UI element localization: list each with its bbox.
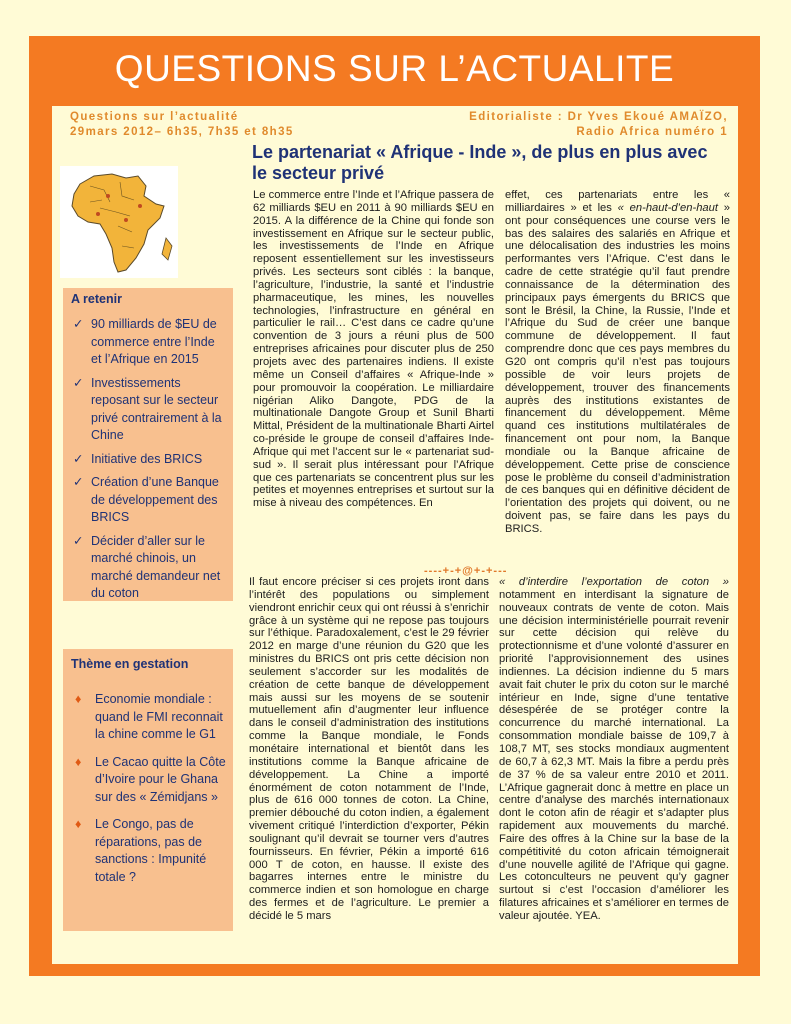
article-paragraph: effet, ces partenariats entre les « milliardaires » et les « en-haut-d’en-haut » ont pour conséquences une course vers le bas des salaires des salariés en Afrique et une délocalisation des industries les moins performantes vers l’Afrique. C’est dans le cadre de cette stratégie qu’il faut prendre connaissance de la détermination des principaux pays émergents du BRICS que sont le Brésil, la Chine, la Russie, l’Inde et l’Afrique du Sud de créer une banque commune de développement. Il faut comprendre donc que ces pays membres du G20 ont compris qu’il n’est pas toujours possible de voir leurs projets de développement, trouver des financements auprès des institutions existantes de financement du développement. Même quand ces institutions multilatérales de financement ont pour nom, la Banque mondiale ou la Banque africaine de développement. Cette prise de conscience pose le problème du conseil d’administration de ces banques qui en définitive décident de l’orientation des projets qui doivent, ou ne doivent pas, se faire dans les pays du BRICS. (505, 189, 730, 535)
article-headline: Le partenariat « Afrique - Inde », de plus en plus avec le secteur privé (252, 142, 708, 183)
retenir-box (63, 288, 233, 601)
article-column-1 (253, 189, 494, 510)
theme-box (63, 649, 233, 931)
series-label: Questions sur l’actualité (70, 111, 239, 123)
broadcast-date: 29mars 2012– 6h35, 7h35 et 8h35 (70, 126, 294, 138)
checkmark-icon: ✓ (73, 317, 84, 331)
article-column-3 (249, 576, 489, 923)
list-item: ✓ 90 milliards de $EU de commerce entre l’Inde et l’Afrique en 2015 (73, 317, 217, 366)
editorialist: Editorialiste : Dr Yves Ekoué AMAÏZO, (469, 111, 728, 123)
emphasis-text: « d’interdire l’exportation de coton » (499, 576, 729, 588)
checkmark-icon: ✓ (73, 451, 84, 466)
list-item: ✓ Décider d’aller sur le marché chinois, un marché demandeur net du coton (73, 533, 221, 600)
checkmark-icon: ✓ (73, 533, 84, 548)
article-column-4 (499, 576, 729, 923)
radio-station: Radio Africa numéro 1 (576, 126, 728, 138)
article-column-2 (505, 189, 730, 536)
meta-right (469, 110, 728, 140)
theme-list (71, 691, 227, 896)
africa-map-icon (60, 166, 178, 278)
diamond-bullet-icon: ♦ (75, 817, 82, 831)
article-paragraph: Le commerce entre l’Inde et l’Afrique passera de 62 milliards $EU en 2011 à 90 milliards $EU en 2015. A la différence de la Chine qui fonde son investissement en Afrique sur le secteur public, les investissements de l’Inde en Afrique reposent essentiellement sur les investisseurs privés. Les secteurs sont ciblés : la banque, l’agriculture, l’industrie, la santé et l’industrie pharmaceutique, les mines, les nouvelles technologies, l’infrastructure en général en particulier le rail… C’est dans ce cadre qu’une convention de 3 jours a réuni plus de 500 entreprises africaines pour discuter plus de 250 projets avec des partenaires indiens. Il existe même un Conseil d’affaires « Afrique-Inde » pour promouvoir la coopération. Le milliardaire nigérian Aliko Dangote, PDG de la multinationale Dangote Group et Sunil Bharti Mittal, Président de la multinationale Bharti Airtel co-préside le groupe de conseil d’affaires Inde-Afrique qui met l’accent sur le « partenariat sud-sud ». Il serait plus intéressant pour l’Afrique que ces partenariats se concentrent plus sur les petites et moyennes entreprises et surtout sur la mise à niveau des compétences. En (253, 189, 494, 510)
checkmark-icon: ✓ (73, 475, 84, 489)
diamond-bullet-icon: ♦ (75, 692, 82, 706)
africa-map-image (60, 166, 178, 278)
list-item: ✓ Création d’une Banque de développement des BRICS (73, 475, 219, 524)
retenir-list (71, 316, 227, 609)
article-paragraph: « d’interdire l’exportation de coton » notamment en interdisant la signature de nouveaux contrats de vente de coton. Mais une décision interministérielle pourrait revenir sur cette décision qui relève du protectionnisme et d’une volonté d’assurer en priorité l’approvisionnement des usines indiennes. La décision indienne du 5 mars avait fait chuter le prix du coton sur le marché intérieur en Inde, signe d’une tentative désespérée de se protéger contre la concurrence du marché international. La consommation mondiale baisse de 109,7 à 108,7 MT, ses stocks mondiaux augmentent de 60,7 à 62,3 MT. Mais la fibre a perdu près de 37 % de sa valeur entre 2010 et 2011. L’Afrique gagnerait donc à mettre en place un centre d’analyse des marchés internationaux dont le coton afin de réagir et s’adapter plus rapidement aux mouvements du marché. Faire des offres à la Chine sur la base de la compétitivité du coton africain témoignerait d’une nouvelle agilité de l’Afrique qui gagne. Les cotonculteurs ne peuvent qu’y gagner surtout si c’est l’occasion d’améliorer les filatures africaines et s’améliorer en termes de valeur ajoutée. YEA. (499, 576, 729, 922)
section-ornament: ----+-+@+-+--- (424, 565, 508, 577)
diamond-bullet-icon: ♦ (75, 754, 82, 769)
list-item: ♦ Le Cacao quitte la Côte d’Ivoire pour le Ghana sur des « Zémidjans » (75, 754, 226, 804)
article-paragraph: Il faut encore préciser si ces projets iront dans l’intérêt des populations ou simplement viendront enrichir ceux qui ont réussi à s’enrichir grâce à un système qui ne repose pas toujours sur l’éthique. Paradoxalement, c’est le 29 février 2012 en marge d’une réunion du G20 que les ministres du BRICS ont pris cette décision non seulement s’accorder sur les modalités de création de cette banque de développement mais aussi sur les moyens de se soutenir mutuellement afin d’augmenter leur influence dans le conseil d’administration des institutions comme la Banque mondiale, le Fonds monétaire international et bientôt dans les institutions comme la Banque africaine de développement. La Chine a importé énormément de coton notamment de l’Inde, plus de 616 000 tonnes de coton. La Chine, premier débouché du coton indien, a également vivement critiqué l’interdiction d’exporter, Pékin soulignant qu’il devrait se tourner vers d’autres fournisseurs. En février, Pékin a importé 616 000 T de coton, en hausse. Il existe des bagarres internes entre le ministre du commerce indien et son homologue en charge des fermes et de l’agriculture. Le premier a décidé le 5 mars (249, 576, 489, 922)
list-item: ♦ Le Congo, pas de réparations, pas de sanctions : Impunité totale ? (75, 817, 207, 884)
theme-heading: Thème en gestation (71, 657, 189, 671)
checkmark-icon: ✓ (73, 375, 84, 390)
list-item: ✓ Initiative des BRICS (71, 451, 227, 469)
retenir-heading: A retenir (71, 292, 122, 306)
page-title: QUESTIONS SUR L’ACTUALITE (114, 48, 675, 89)
list-item: ✓ Investissements reposant sur le secteur privé contrairement à la Chine (73, 375, 222, 442)
emphasis-text: « en-haut-d’en-haut (617, 201, 718, 214)
meta-left (70, 110, 294, 140)
list-item: ♦ Economie mondiale : quand le FMI reconnait la chine comme le G1 (75, 692, 223, 741)
